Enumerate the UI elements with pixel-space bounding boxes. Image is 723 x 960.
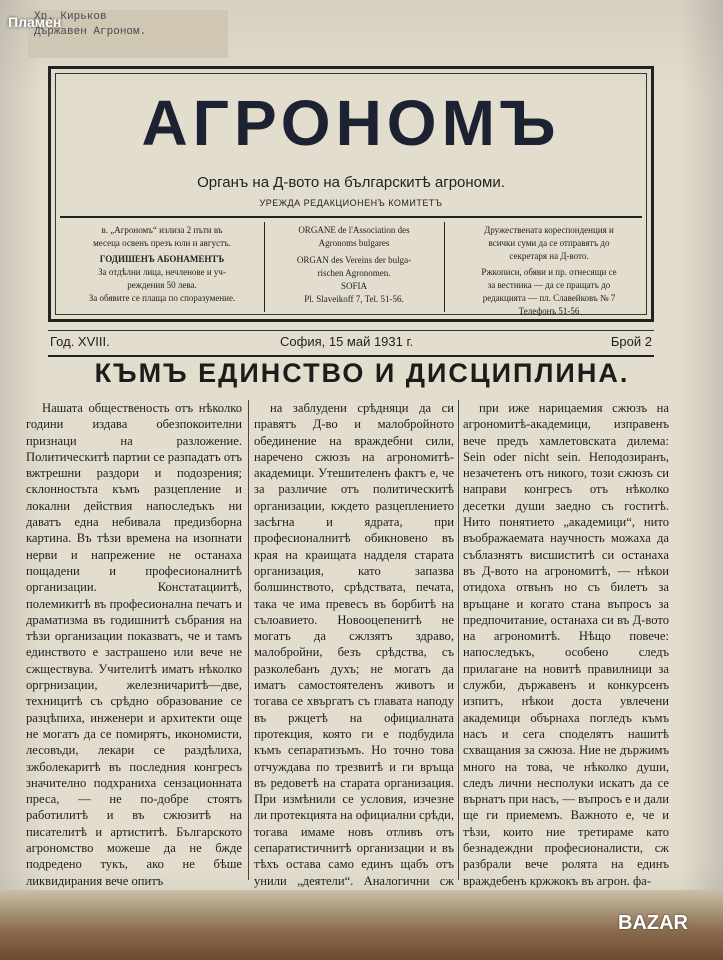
info-line: всички суми да се отправятъ до bbox=[488, 238, 610, 248]
info-line: ГОДИШЕНЪ АБОНАМЕНТЪ bbox=[99, 254, 225, 264]
info-line: месеца освенъ презъ юли и августъ. bbox=[93, 238, 231, 248]
info-line: ORGANE de l'Association des bbox=[298, 225, 410, 235]
masthead-info-boxes bbox=[60, 216, 642, 318]
article-column-3 bbox=[463, 400, 669, 888]
correspondence-info bbox=[450, 224, 648, 318]
column-rule bbox=[248, 400, 249, 880]
editorial-committee: УРЕЖДА РЕДАКЦИОНЕНЪ КОМИТЕТЪ bbox=[259, 198, 443, 208]
info-line: Ржкописи, обяви и пр. отнесящи се bbox=[481, 267, 617, 277]
masthead bbox=[48, 66, 654, 322]
info-line: секретаря на Д-вото. bbox=[509, 251, 589, 261]
column-text: на заблудени срѣдняци да си правятъ Д-во и малобройното обединение на враждебни сили, наречено сжюзъ на агрономитѣ-академици. Утешителенъ фактъ е, че за различие отъ политическитѣ организации, кждето разцеплението засѣгна и ядрата, при професионалнитѣ обикновено въ края на краищата надделя старата организация, като запазва болшинството, срѣдствата, печата, така че има превесъ въ борбитѣ на сълоавието. Новооцепенитѣ не могатъ да сжлзятъ здраво, малобройни, безъ срѣдства, съ разколебанъ духъ; не могатъ да иматъ самостоятеленъ животъ и тогава се хвъргатъ съ главата наподу въ ржцетѣ на официалната протекция, която ги е подбудила къмъ сепаратизъмъ. Но точно това отчуждава по трезвитѣ и ги връща въ редоветѣ на старата организация. При измѣнили се условия, изчезне ли протекцията на официални срѣди, тогава имаме новъ отливъ отъ сепаратистичнитѣ организации и въ тѣхъ остава само единъ щабъ отъ унили „деятели“. Аналогични сж bbox=[254, 401, 455, 888]
info-line: rischen Agronomen. bbox=[317, 268, 391, 278]
article-headline: КЪМЪ ЕДИНСТВО И ДИСЦИПЛИНА. bbox=[94, 358, 630, 388]
issue-number: Брой 2 bbox=[610, 334, 652, 349]
info-line: реждения 50 лева. bbox=[127, 280, 197, 290]
subscription-info bbox=[64, 224, 260, 305]
divider bbox=[444, 222, 445, 312]
info-line: Agronoms bulgares bbox=[318, 238, 390, 248]
column-text: при иже нарицаемия сжюзъ на агрономитѣ-академици, изправенъ вече предъ хамлетовската дилема: Sein oder nicht sein. Неподозиранъ, незачетенъ отъ никого, този сжюзъ си направи конгресъ отъ нѣколко десетки души заедно съ гоститѣ. Нито понятието „академици“, нито въображаемата научность можаха да съблазнятъ висшиститѣ си останаха въ Д-вото на агрономитѣ, — нѣкои отидоха отвънъ но съ билетъ за връщане и когато стана въпросъ за предпочитание, останаха си въ Д-вото на агрономитѣ. Нѣщо повече: напоследъкъ, особено следъ прилагане на новитѣ правилници за служби, държавенъ и конкурсенъ изпитъ, нѣкои доста увлечени академици обърнаха погледъ къмъ насъ и сега споделятъ нашитѣ схващания за сжюза. Ние не държимъ много на това, че нѣколко души, следъ лични несполуки искатъ да се върнатъ при насъ, — въпросъ е и дали ще ги приемемъ. Важното е, че и тѣзи, които ние третираме като безнадеждни професионалисти, сж разбрали вече ролята на единъ враждебенъ кржжокъ въ агрон. фа- bbox=[463, 401, 669, 888]
divider bbox=[264, 222, 265, 312]
newspaper-subtitle: Органъ на Д-вото на българскитѣ агрономи. bbox=[197, 174, 505, 191]
issue-date: София, 15 май 1931 г. bbox=[280, 334, 414, 349]
table-surface bbox=[0, 890, 723, 960]
column-text: Нашата общественость отъ нѣколко години издава обезпокоителни признаци на разложение. Политическитѣ партии се разпадатъ отъ вжтрешни раздори и подозрения; склонностьта къмъ разцепление и локални действия напоследъкъ ни даватъ една небивала предизборна картина. Въ тѣзи времена на изопнати нерви и напрежение не останаха пощадени и професионалнитѣ организации. Констатациитѣ, полемикитѣ въ професионална печатъ и драматизма въ годишнитѣ събрания на тѣзи организации показватъ, че и тамъ единството е застрашено или вече не сжществува. Учителитѣ иматъ нѣколко оргрнизации, железничаритѣ—две, техницитѣ съ срѣдно образование се разцѣпиха, инженери и архитекти още не могатъ да се помирятъ, икономисти, лесовъди, лекари се раздѣлиха, зжболекаритѣ въ последния конгресъ значително подхраниха сензационната преса, — не по-добре стоятъ работилитѣ и въ сжюзитѣ на писателитѣ и артиститѣ. Българското агрономство можеше да не бжде подредено тукъ, ако не бѣше ликвидирания вече опитъ bbox=[26, 401, 242, 888]
info-line: За обявите се плаща по споразумение. bbox=[88, 293, 236, 303]
newspaper-title: АГРОНОМЪ bbox=[141, 87, 561, 159]
info-line: SOFIA bbox=[340, 281, 367, 291]
info-line: ORGAN des Vereins der bulga- bbox=[296, 255, 412, 265]
info-line: За отдѣлни лица, нечленове и уч- bbox=[98, 267, 226, 277]
info-line: Телефонъ 51-56 bbox=[518, 306, 580, 316]
stamp-line-2: Държавен Агроном. bbox=[34, 26, 147, 38]
info-line: в. „Агрономъ“ излиза 2 пъти въ bbox=[101, 225, 223, 235]
masthead-frame bbox=[55, 73, 647, 315]
foreign-organ-info bbox=[270, 224, 438, 306]
dateline bbox=[48, 330, 654, 357]
column-rule bbox=[458, 400, 459, 880]
volume-year: Год. XVIII. bbox=[50, 334, 110, 349]
bazar-logo: BAZAR bbox=[618, 912, 688, 934]
stamp-line-1: Хр. Кирьков bbox=[34, 11, 107, 23]
info-line: редакцията — пл. Славейковъ № 7 bbox=[482, 293, 616, 303]
info-line: Pl. Slaveikoff 7, Tel. 51-56. bbox=[304, 294, 404, 304]
article-column-2 bbox=[254, 400, 455, 888]
article-column-1 bbox=[26, 400, 242, 888]
seller-name: Пламен bbox=[8, 14, 62, 30]
info-line: за вестника — да се пращатъ до bbox=[487, 280, 611, 290]
info-line: Дружествената кореспонденция и bbox=[484, 225, 614, 235]
